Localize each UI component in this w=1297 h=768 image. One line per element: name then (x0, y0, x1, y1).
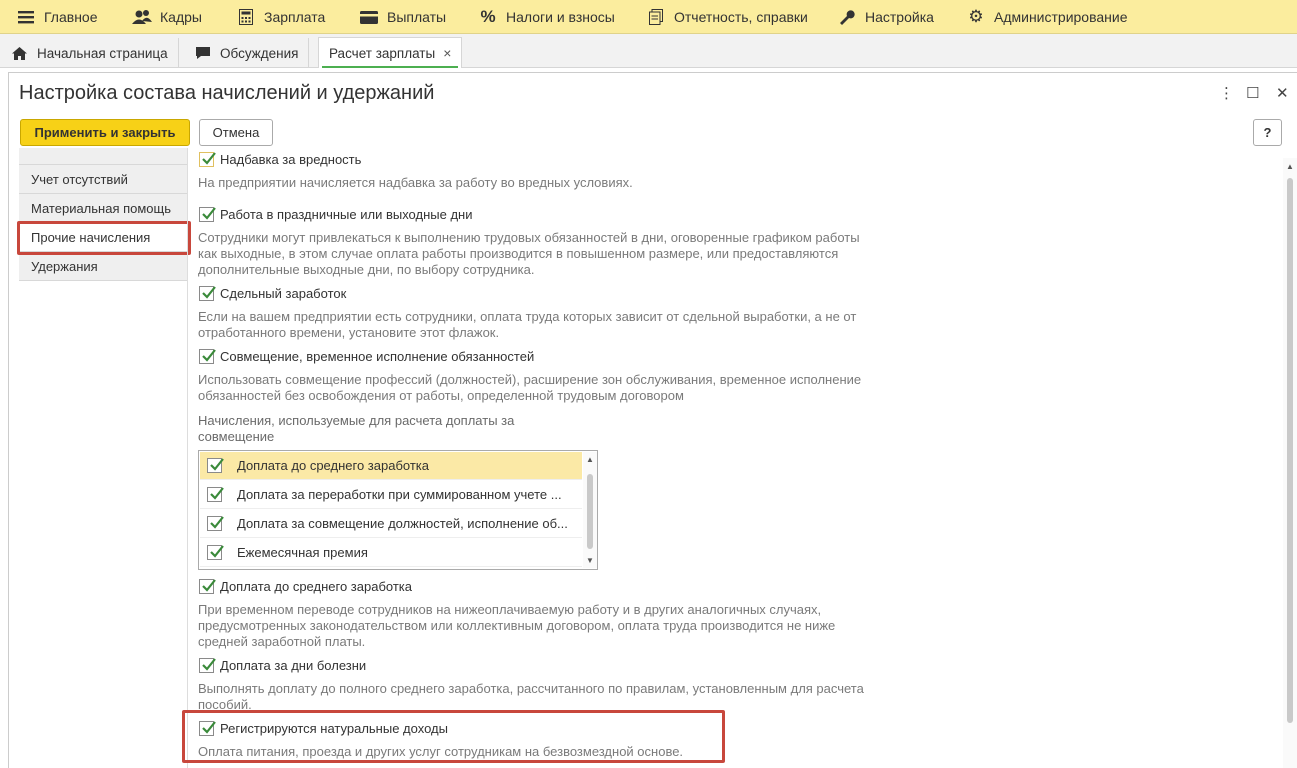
option-avg-earnings[interactable] (199, 579, 412, 594)
menu-label: Отчетность, справки (674, 9, 808, 25)
gear-icon: ⚙ (968, 7, 984, 26)
option-description: На предприятии начисляется надбавка за работу во вредных условиях. (198, 175, 633, 190)
option-piecework[interactable] (199, 286, 346, 301)
maximize-icon[interactable]: ☐ (1246, 85, 1260, 102)
people-icon (132, 7, 152, 27)
nav-item-other-accruals[interactable]: Прочие начисления (19, 223, 187, 252)
list-item-label: Ежемесячная премия (237, 545, 368, 560)
close-window-icon[interactable]: ✕ (1276, 85, 1289, 102)
nav-item-deductions[interactable]: Удержания (19, 252, 187, 281)
help-button[interactable]: ? (1253, 119, 1282, 146)
list-item-label: Доплата до среднего заработка (237, 458, 429, 473)
option-hazard[interactable] (199, 152, 361, 167)
list-item[interactable] (200, 510, 582, 538)
scroll-up-icon[interactable]: ▲ (586, 455, 594, 464)
menu-salary[interactable] (236, 0, 325, 34)
checkbox-checked[interactable] (199, 152, 214, 167)
document-icon (646, 7, 666, 27)
option-description: Если на вашем предприятии есть сотрудники, оплата труда которых зависит от сдельной выработки, а не от (198, 309, 857, 324)
menu-taxes[interactable] (478, 0, 615, 34)
checkbox-checked[interactable] (199, 579, 214, 594)
option-description: обязанностей без освобождения от работы, определенной трудовым договором (198, 388, 684, 403)
wrench-icon (837, 7, 857, 27)
option-label: Надбавка за вредность (220, 152, 362, 167)
option-description: средней заработной платы. (198, 634, 366, 649)
option-description: предусмотренных законодательством или коллективным договором, оплата труда производится не ниже (198, 618, 836, 633)
list-item[interactable] (200, 481, 582, 509)
accruals-caption: совмещение (198, 429, 275, 444)
option-description: Оплата питания, проезда и других услуг сотрудникам на безвозмездной основе. (198, 744, 684, 759)
nav-item-cut (19, 148, 187, 165)
option-description: Сотрудники могут привлекаться к выполнению трудовых обязанностей в дни, оговоренные графиком работы (198, 230, 860, 245)
option-label: Регистрируются натуральные доходы (220, 721, 448, 736)
scroll-thumb[interactable] (587, 474, 593, 549)
option-description: дополнительные выходные дни, по выбору сотрудника. (198, 262, 535, 277)
accruals-caption: Начисления, используемые для расчета доплаты за (198, 413, 515, 428)
option-label: Работа в праздничные или выходные дни (220, 207, 473, 222)
scroll-down-icon[interactable]: ▼ (586, 556, 594, 565)
menu-hr[interactable] (132, 0, 202, 34)
option-label: Доплата до среднего заработка (220, 579, 412, 594)
checkbox-checked[interactable] (207, 516, 222, 531)
menu-label: Зарплата (264, 9, 326, 25)
home-icon (12, 47, 27, 60)
tab-discussions[interactable] (185, 38, 309, 68)
section-nav (19, 148, 187, 282)
checkbox-checked[interactable] (207, 545, 222, 560)
menu-reports[interactable] (646, 0, 808, 34)
checkbox-checked[interactable] (199, 349, 214, 364)
tab-label: Расчет зарплаты (329, 45, 436, 61)
list-item-label: Доплата за совмещение должностей, исполнение об... (237, 516, 568, 531)
option-label: Доплата за дни болезни (220, 658, 367, 673)
scroll-thumb[interactable] (1287, 178, 1293, 723)
nav-item-material-aid[interactable]: Материальная помощь (19, 194, 187, 223)
checkbox-checked[interactable] (207, 487, 222, 502)
divider (187, 148, 188, 768)
list-scrollbar[interactable] (583, 452, 597, 568)
tab-home[interactable] (2, 38, 179, 68)
main-menu-bar (0, 0, 1297, 34)
checkbox-checked[interactable] (199, 286, 214, 301)
option-description: как выходные, в этом случае оплата работы производится в повышенном размере, или предоставляются (198, 246, 839, 261)
content-scrollbar[interactable] (1283, 158, 1297, 768)
option-description: При временном переводе сотрудников на нижеоплачиваемую работу и в других аналогичных случаях, (198, 602, 822, 617)
checkbox-checked[interactable] (199, 207, 214, 222)
option-description: пособий. (198, 697, 252, 712)
option-sick-days[interactable] (199, 658, 366, 673)
card-icon (359, 7, 379, 27)
chat-icon (195, 46, 211, 60)
cancel-button[interactable]: Отмена (199, 119, 273, 146)
menu-payments[interactable] (359, 0, 446, 34)
option-description: Выполнять доплату до полного среднего заработка, рассчитанного по правилам, установленным для расчета (198, 681, 864, 696)
accruals-list[interactable] (198, 450, 598, 570)
percent-icon: % (480, 7, 496, 26)
menu-label: Кадры (160, 9, 202, 25)
calculator-icon (236, 7, 256, 27)
highlight-box-option (182, 710, 725, 763)
scroll-up-icon[interactable]: ▲ (1286, 162, 1294, 171)
page-title: Настройка состава начислений и удержаний (19, 82, 435, 104)
apply-and-close-button[interactable]: Применить и закрыть (20, 119, 190, 146)
menu-label: Администрирование (994, 9, 1128, 25)
list-item[interactable] (200, 539, 582, 567)
option-combination[interactable] (199, 349, 534, 364)
close-icon[interactable]: × (443, 45, 452, 61)
list-item-label: Доплата за переработки при суммированном учете ... (237, 487, 562, 502)
nav-item-absences[interactable]: Учет отсутствий (19, 165, 187, 194)
tab-bar (0, 34, 1297, 68)
checkbox-checked[interactable] (207, 458, 222, 473)
menu-label: Настройка (865, 9, 934, 25)
list-item[interactable] (200, 452, 582, 480)
option-description: Использовать совмещение профессий (должностей), расширение зон обслуживания, временное исполнение (198, 372, 862, 387)
menu-label: Налоги и взносы (506, 9, 615, 25)
highlight-box-nav (17, 221, 191, 255)
checkbox-checked[interactable] (199, 658, 214, 673)
tab-label: Обсуждения (220, 45, 299, 61)
option-holiday-work[interactable] (199, 207, 472, 222)
tab-salary-calc[interactable] (318, 37, 462, 68)
menu-admin[interactable] (966, 0, 1128, 34)
menu-label: Главное (44, 9, 98, 25)
option-description: отработанного времени, установите этот флажок. (198, 325, 500, 340)
option-label: Совмещение, временное исполнение обязанностей (220, 349, 535, 364)
more-actions-icon[interactable]: ⋮ (1219, 85, 1234, 102)
menu-main[interactable] (16, 0, 98, 34)
menu-label: Выплаты (387, 9, 447, 25)
hamburger-icon (16, 7, 36, 27)
menu-settings[interactable] (837, 0, 934, 34)
tab-label: Начальная страница (37, 45, 168, 61)
option-label: Сдельный заработок (220, 286, 347, 301)
